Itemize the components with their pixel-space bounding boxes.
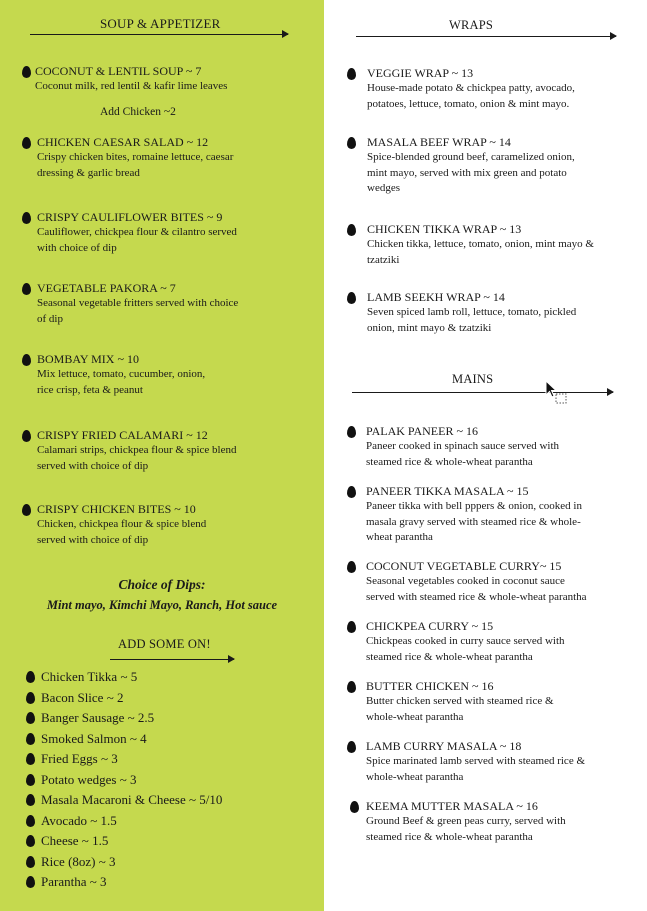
addon-item: Parantha ~ 3 xyxy=(41,874,107,889)
menu-item-coconut-lentil-soup xyxy=(35,64,227,95)
item-desc: whole-wheat parantha xyxy=(366,710,464,723)
egg-icon xyxy=(26,671,35,683)
menu-item-butter-chicken xyxy=(366,679,554,725)
menu-item-vegetable-pakora xyxy=(37,281,238,327)
item-desc: served with choice of dip xyxy=(37,459,149,472)
item-desc: steamed rice & whole-wheat parantha xyxy=(366,830,533,843)
addon-item: Rice (8oz) ~ 3 xyxy=(41,854,116,869)
soup-arrow xyxy=(30,34,288,35)
menu-item-paneer-tikka-masala xyxy=(366,484,582,546)
egg-icon xyxy=(26,753,35,765)
egg-icon xyxy=(22,212,31,224)
egg-icon xyxy=(350,801,359,813)
item-desc: Mix lettuce, tomato, cucumber, onion, xyxy=(37,368,206,380)
item-desc: Spice-blended ground beef, caramelized onion, xyxy=(367,151,575,163)
egg-icon xyxy=(22,66,31,78)
item-name: CHICKEN CAESAR SALAD ~ 12 xyxy=(37,135,209,149)
item-name: CHICKPEA CURRY ~ 15 xyxy=(366,619,494,633)
item-desc: with choice of dip xyxy=(37,241,117,254)
egg-icon xyxy=(26,692,35,704)
item-name: VEGETABLE PAKORA ~ 7 xyxy=(37,281,176,295)
egg-icon xyxy=(347,681,356,693)
egg-icon xyxy=(22,354,31,366)
item-desc: served with steamed rice & whole-wheat parantha xyxy=(366,590,587,603)
egg-icon xyxy=(26,856,35,868)
item-desc: served with choice of dip xyxy=(37,533,149,546)
menu-item-lamb-seekh-wrap xyxy=(367,290,576,336)
addon-item: Cheese ~ 1.5 xyxy=(41,833,109,848)
item-desc: tzatziki xyxy=(367,253,400,266)
addon-item: Masala Macaroni & Cheese ~ 5/10 xyxy=(41,792,223,807)
mains-arrow xyxy=(352,392,613,393)
item-name: BUTTER CHICKEN ~ 16 xyxy=(366,679,494,693)
egg-icon xyxy=(22,283,31,295)
item-desc: potatoes, lettuce, tomato, onion & mint mayo. xyxy=(367,97,570,110)
addon-item: Banger Sausage ~ 2.5 xyxy=(41,710,155,725)
menu-item-chicken-tikka-wrap xyxy=(367,222,594,268)
addon-item: Avocado ~ 1.5 xyxy=(41,813,117,828)
item-desc: Coconut milk, red lentil & kafir lime leaves xyxy=(35,80,228,92)
item-name: CRISPY CHICKEN BITES ~ 10 xyxy=(37,502,196,516)
egg-icon xyxy=(347,68,356,80)
item-name: VEGGIE WRAP ~ 13 xyxy=(367,66,474,80)
egg-icon xyxy=(347,292,356,304)
addons-arrow xyxy=(110,659,234,660)
item-desc: Spice marinated lamb served with steamed rice & xyxy=(366,755,586,767)
egg-icon xyxy=(347,137,356,149)
item-name: PALAK PANEER ~ 16 xyxy=(366,424,478,438)
addon-item: Potato wedges ~ 3 xyxy=(41,772,137,787)
menu-item-bombay-mix xyxy=(37,352,205,398)
menu-item-veggie-wrap xyxy=(367,66,575,112)
item-name: MASALA BEEF WRAP ~ 14 xyxy=(367,135,511,149)
item-desc: rice crisp, feta & peanut xyxy=(37,383,143,396)
addon-item: Fried Eggs ~ 3 xyxy=(41,751,118,766)
egg-icon xyxy=(26,815,35,827)
menu-item-palak-paneer xyxy=(366,424,559,470)
menu-item-keema-mutter-masala xyxy=(366,799,566,845)
item-name: KEEMA MUTTER MASALA ~ 16 xyxy=(366,799,538,813)
mains-section-title: MAINS xyxy=(452,372,494,386)
item-desc: whole-wheat parantha xyxy=(366,770,464,783)
egg-icon xyxy=(26,835,35,847)
egg-icon xyxy=(26,774,35,786)
soup-section-title: SOUP & APPETIZER xyxy=(100,16,221,31)
menu-item-chicken-caesar-salad xyxy=(37,135,233,181)
item-name: COCONUT VEGETABLE CURRY~ 15 xyxy=(366,559,562,573)
item-name: BOMBAY MIX ~ 10 xyxy=(37,352,139,366)
item-name: CRISPY FRIED CALAMARI ~ 12 xyxy=(37,428,208,442)
egg-icon xyxy=(26,876,35,888)
item-desc: Seven spiced lamb roll, lettuce, tomato, pickled xyxy=(367,306,577,318)
item-name: CRISPY CAULIFLOWER BITES ~ 9 xyxy=(37,210,223,224)
item-desc: Seasonal vegetables cooked in coconut sauce xyxy=(366,575,565,587)
item-desc: Seasonal vegetable fritters served with choice xyxy=(37,297,239,309)
egg-icon xyxy=(22,504,31,516)
egg-icon xyxy=(347,426,356,438)
item-desc: Chicken, chickpea flour & spice blend xyxy=(37,518,207,530)
item-desc: Chickpeas cooked in curry sauce served with xyxy=(366,635,565,647)
item-desc: dressing & garlic bread xyxy=(37,166,140,179)
item-name: PANEER TIKKA MASALA ~ 15 xyxy=(366,484,529,498)
egg-icon xyxy=(347,561,356,573)
dips-list: Mint mayo, Kimchi Mayo, Ranch, Hot sauce xyxy=(46,598,278,612)
item-desc: steamed rice & whole-wheat parantha xyxy=(366,455,533,468)
egg-icon xyxy=(26,733,35,745)
item-desc: Butter chicken served with steamed rice & xyxy=(366,695,554,707)
item-desc: mint mayo, served with mix green and potato xyxy=(367,166,567,179)
item-desc: Paneer tikka with bell pppers & onion, cooked in xyxy=(366,500,582,512)
item-desc: House-made potato & chickpea patty, avocado, xyxy=(367,82,575,94)
mouse-pointer-icon xyxy=(545,380,569,411)
item-desc: of dip xyxy=(37,312,63,325)
item-name: COCONUT & LENTIL SOUP ~ 7 xyxy=(35,64,202,78)
item-desc: Cauliflower, chickpea flour & cilantro served xyxy=(37,226,237,238)
item-desc: masala gravy served with steamed rice & whole- xyxy=(366,515,581,528)
egg-icon xyxy=(347,621,356,633)
item-desc: steamed rice & whole-wheat parantha xyxy=(366,650,533,663)
addon-item: Bacon Slice ~ 2 xyxy=(41,690,124,705)
item-name: LAMB CURRY MASALA ~ 18 xyxy=(366,739,522,753)
egg-icon xyxy=(22,137,31,149)
item-desc: Calamari strips, chickpea flour & spice blend xyxy=(37,444,237,456)
menu-item-crispy-chicken-bites xyxy=(37,502,206,548)
item-desc: wedges xyxy=(367,182,400,194)
menu-item-masala-beef-wrap xyxy=(367,135,575,197)
egg-icon xyxy=(347,741,356,753)
item-name: CHICKEN TIKKA WRAP ~ 13 xyxy=(367,222,522,236)
egg-icon xyxy=(22,430,31,442)
item-desc: Paneer cooked in spinach sauce served with xyxy=(366,440,560,452)
addons-section-title: ADD SOME ON! xyxy=(118,637,211,651)
add-chicken-note: Add Chicken ~2 xyxy=(100,106,176,118)
menu-item-coconut-vegetable-curry xyxy=(366,559,587,605)
wraps-arrow xyxy=(356,36,616,37)
item-desc: wheat parantha xyxy=(366,531,433,543)
addon-item: Smoked Salmon ~ 4 xyxy=(41,731,147,746)
egg-icon xyxy=(26,712,35,724)
item-desc: onion, mint mayo & tzatziki xyxy=(367,321,492,334)
addon-item: Chicken Tikka ~ 5 xyxy=(41,669,138,684)
menu-item-crispy-fried-calamari xyxy=(37,428,236,474)
egg-icon xyxy=(347,224,356,236)
item-desc: Ground Beef & green peas curry, served with xyxy=(366,815,566,827)
menu-item-chickpea-curry xyxy=(366,619,565,665)
egg-icon xyxy=(26,794,35,806)
item-desc: Crispy chicken bites, romaine lettuce, caesar xyxy=(37,151,234,163)
egg-icon xyxy=(347,486,356,498)
item-name: LAMB SEEKH WRAP ~ 14 xyxy=(367,290,505,304)
item-desc: Chicken tikka, lettuce, tomato, onion, mint mayo & xyxy=(367,238,594,250)
menu-item-lamb-curry-masala xyxy=(366,739,585,785)
wraps-section-title: WRAPS xyxy=(449,18,494,32)
dips-title: Choice of Dips: xyxy=(118,577,206,592)
menu-item-crispy-cauliflower-bites xyxy=(37,210,237,256)
